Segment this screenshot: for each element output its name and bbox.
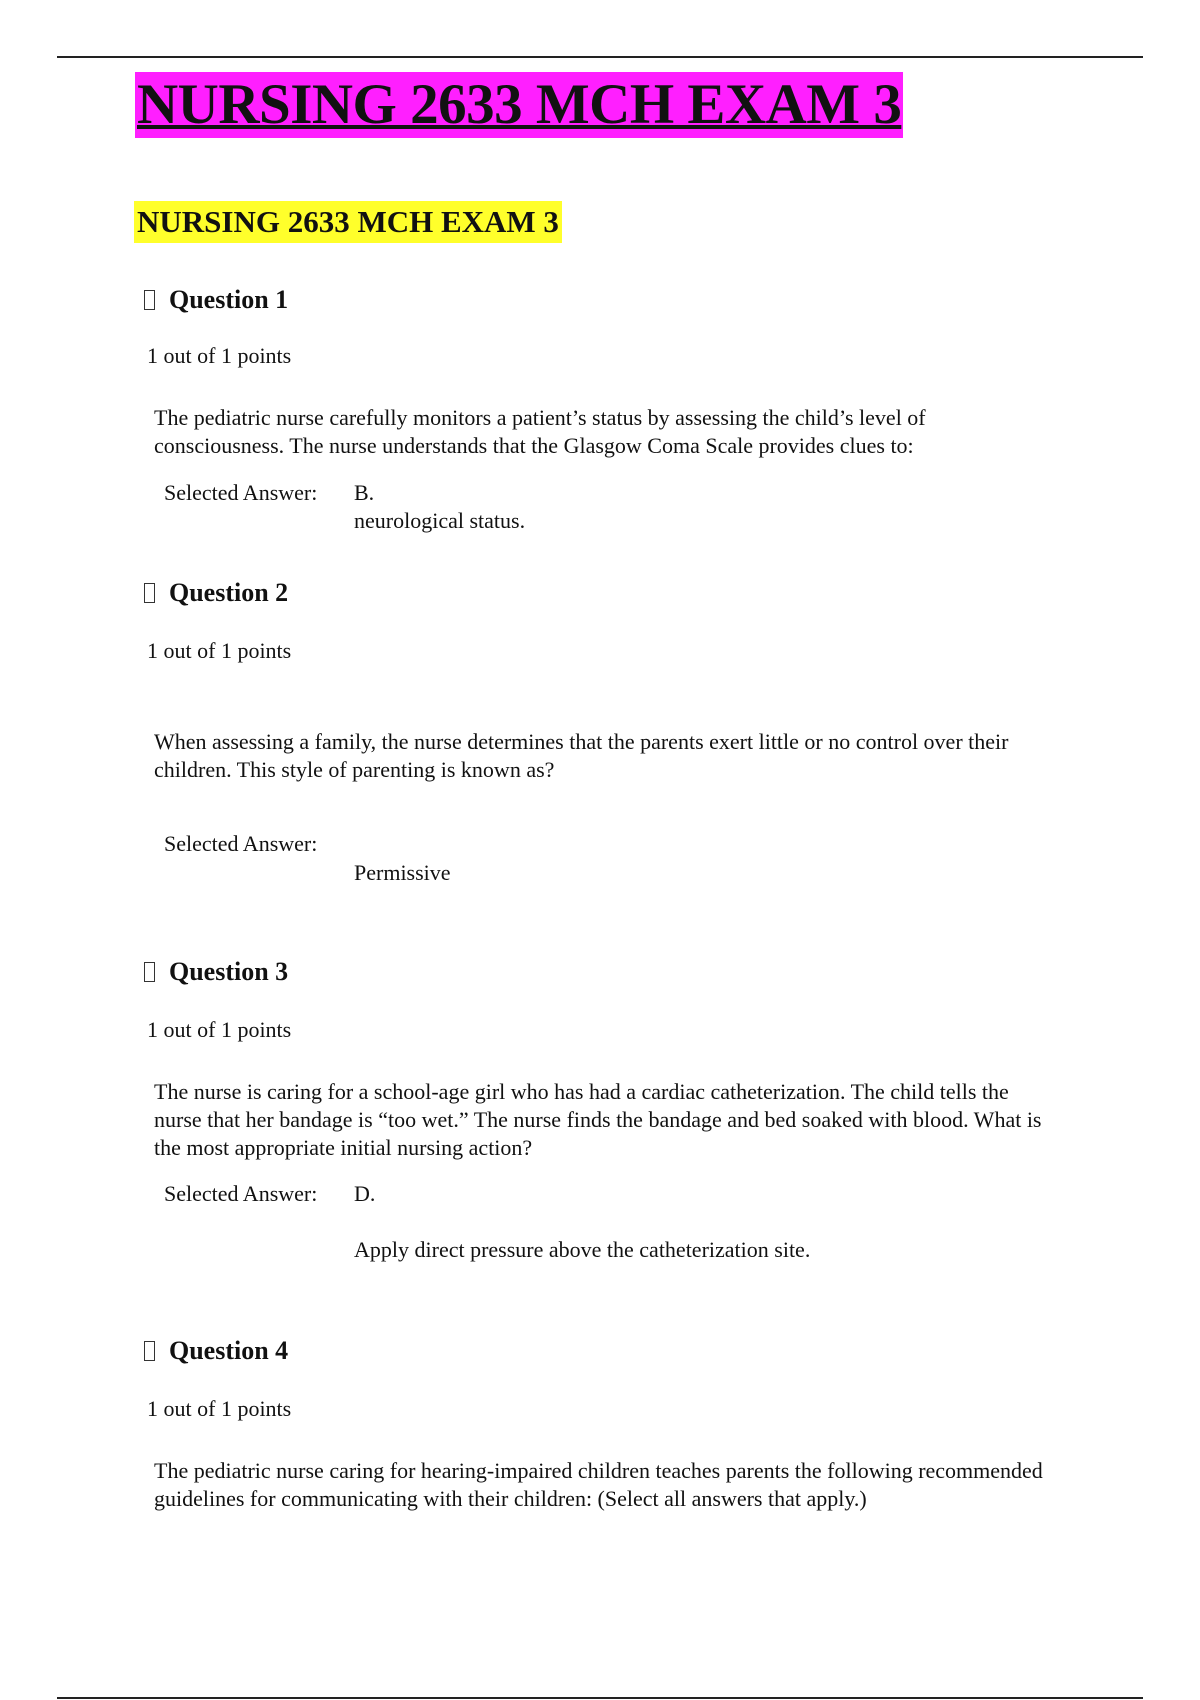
question-points: 1 out of 1 points (147, 1017, 292, 1042)
question-text: When assessing a family, the nurse determines that the parents exert little or no control over their children. This style of parenting is known as? (154, 729, 1009, 782)
question-title: Question 1 (169, 285, 289, 314)
question-title: Question 4 (169, 1336, 289, 1365)
answer-letter: B. (354, 480, 375, 505)
question-text: The pediatric nurse carefully monitors a patient’s status by assessing the child’s level of consciousness. The nurse understands that the Glasgow Coma Scale provides clues to: (154, 405, 926, 458)
question-title: Question 2 (169, 578, 289, 607)
selected-answer-label: Selected Answer: (164, 1181, 318, 1206)
document-title: NURSING 2633 MCH EXAM 3 (137, 73, 902, 136)
question-heading (144, 577, 288, 609)
answer-letter: D. (354, 1181, 376, 1206)
checkbox-icon (144, 962, 155, 982)
checkbox-icon (144, 583, 155, 603)
question-title: Question 3 (169, 957, 289, 986)
question-heading (144, 1335, 288, 1367)
document-subtitle: NURSING 2633 MCH EXAM 3 (134, 201, 562, 243)
answer-text: Apply direct pressure above the catheterization site. (354, 1237, 811, 1262)
bottom-rule (57, 1697, 1143, 1699)
question-text: The nurse is caring for a school-age girl who has had a cardiac catheterization. The child tells the nurse that her bandage is “too wet.” The nurse finds the bandage and bed soaked with blood. What is the most appropriate initial nursing action? (154, 1079, 1042, 1160)
top-rule (57, 56, 1143, 58)
selected-answer-label: Selected Answer: (164, 480, 318, 505)
answer-text: neurological status. (354, 508, 526, 533)
selected-answer-label: Selected Answer: (164, 831, 318, 856)
question-heading (144, 956, 288, 988)
answer-text: Permissive (354, 860, 451, 885)
question-heading (144, 284, 288, 316)
checkbox-icon (144, 290, 155, 310)
checkbox-icon (144, 1341, 155, 1361)
question-text: The pediatric nurse caring for hearing-impaired children teaches parents the following recommended guidelines for communicating with their children: (Select all answers that apply.) (154, 1458, 1043, 1511)
question-points: 1 out of 1 points (147, 638, 292, 663)
question-points: 1 out of 1 points (147, 343, 292, 368)
question-points: 1 out of 1 points (147, 1396, 292, 1421)
